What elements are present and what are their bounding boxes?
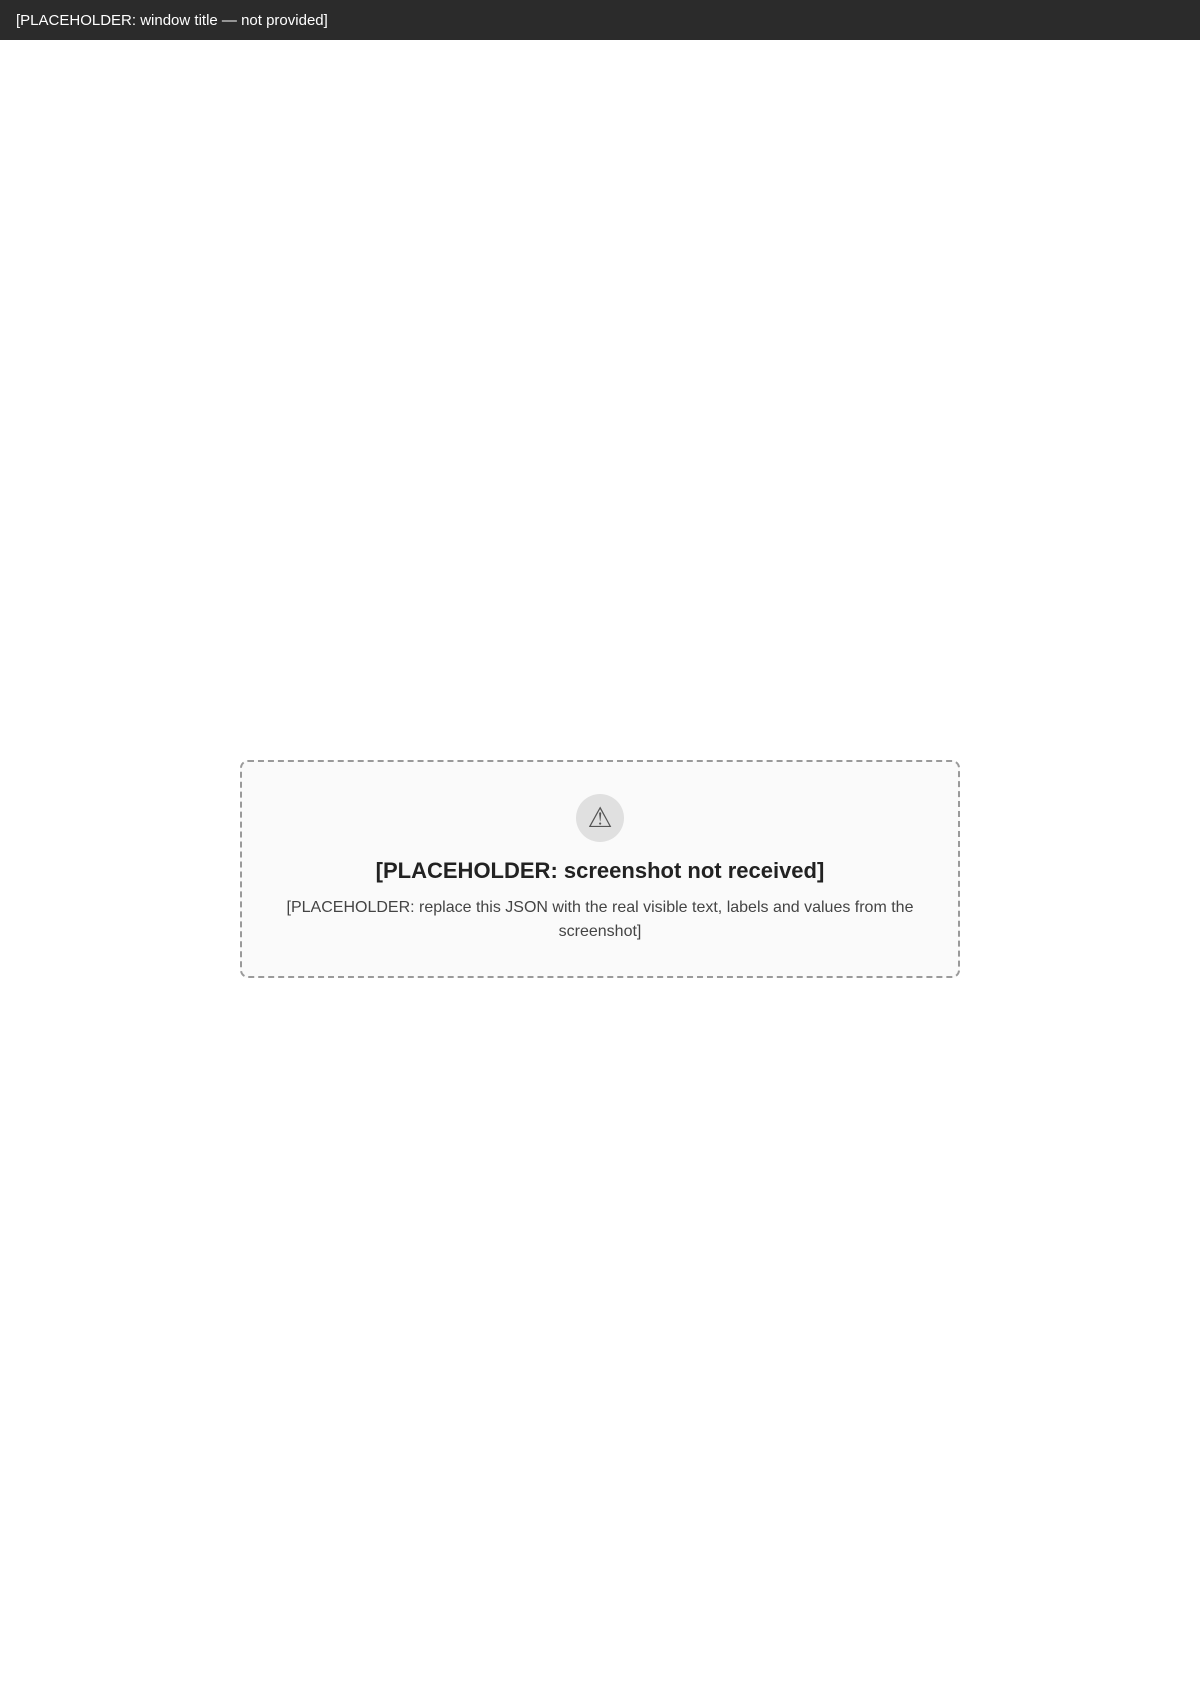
content-area xyxy=(0,40,1200,1697)
placeholder-panel xyxy=(240,760,960,978)
title-bar xyxy=(0,0,1200,40)
placeholder-message: [PLACEHOLDER: replace this JSON with the real visible text, labels and values from the screenshot] xyxy=(286,898,914,940)
window-title: [PLACEHOLDER: window title — not provided] xyxy=(16,11,328,29)
placeholder-heading: [PLACEHOLDER: screenshot not received] xyxy=(375,857,825,883)
image-missing-icon: ⚠ xyxy=(576,794,624,842)
